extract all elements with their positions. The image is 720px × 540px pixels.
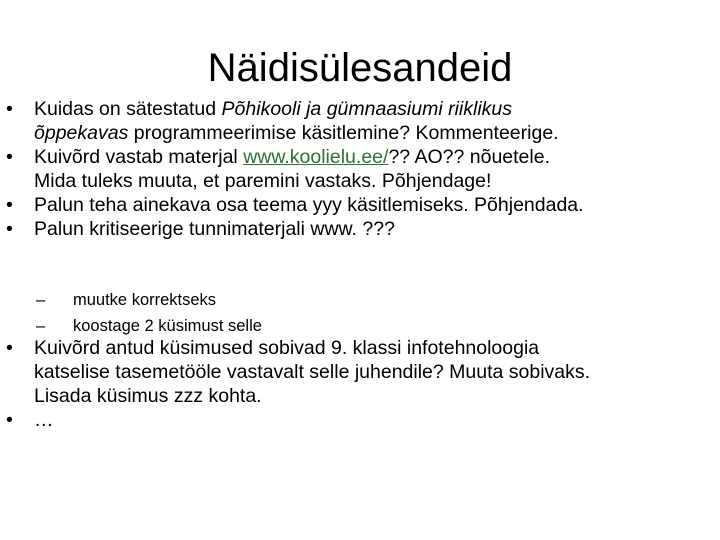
bullet-icon: • xyxy=(6,337,13,359)
slide-title: Näidisülesandeid xyxy=(207,46,513,90)
bullet-item-6 xyxy=(6,408,718,432)
bullet-icon: • xyxy=(6,146,13,168)
bullet-item-5-line-3: Lisada küsimus zzz kohta. xyxy=(34,385,262,407)
dash-icon: – xyxy=(36,317,46,335)
bullet-item-1-italic: Põhikooli ja gümnaasiumi riiklikus xyxy=(221,98,512,120)
bullet-item-2-line-2: Mida tuleks muuta, et paremini vastaks. Põhjendage! xyxy=(34,170,492,192)
bullet-icon: • xyxy=(6,218,13,240)
sub-bullet-item-1 xyxy=(36,287,718,313)
bullet-icon: • xyxy=(6,98,13,120)
bullet-item-1-line-2 xyxy=(34,121,718,145)
bullet-item-5-line-1: Kuivõrd antud küsimused sobivad 9. klassi infotehnoloogia xyxy=(34,337,540,359)
dash-icon: – xyxy=(36,291,46,309)
bullet-item-2-line-1 xyxy=(34,145,718,169)
bullet-item-1-line-1 xyxy=(34,97,718,121)
bullet-list-continued xyxy=(6,336,718,432)
koolielu-link[interactable]: www.koolielu.ee/ xyxy=(243,146,389,168)
bullet-icon: • xyxy=(6,194,13,216)
bullet-icon: • xyxy=(6,409,13,431)
bullet-item-1 xyxy=(6,97,718,145)
sub-bullet-item-2-text: koostage 2 küsimust selle xyxy=(73,317,262,335)
sub-bullet-list xyxy=(6,287,718,339)
bullet-item-4 xyxy=(6,217,718,241)
bullet-item-2-suffix: ?? AO?? nõuetele. xyxy=(388,146,550,168)
bullet-item-6-line-1: … xyxy=(34,409,54,431)
bullet-item-1-prefix: Kuidas on sätestatud xyxy=(34,98,222,120)
bullet-item-1-rest: programmeerimise käsitlemine? Kommenteerige. xyxy=(128,122,559,144)
bullet-item-5-line-2: katselise tasemetööle vastavalt selle juhendile? Muuta sobivaks. xyxy=(34,361,591,383)
bullet-item-2 xyxy=(6,145,718,193)
bullet-list xyxy=(6,97,718,241)
bullet-item-5 xyxy=(6,336,718,408)
bullet-item-4-line-1: Palun kritiseerige tunnimaterjali www. ??? xyxy=(34,218,395,240)
sub-bullet-item-1-text: muutke korrektseks xyxy=(73,291,217,309)
bullet-item-1-italic-2: õppekavas xyxy=(34,122,129,144)
bullet-item-3 xyxy=(6,193,718,217)
bullet-item-2-prefix: Kuivõrd vastab materjal xyxy=(34,146,244,168)
bullet-item-3-line-1: Palun teha ainekava osa teema yyy käsitlemiseks. Põhjendada. xyxy=(34,194,584,216)
